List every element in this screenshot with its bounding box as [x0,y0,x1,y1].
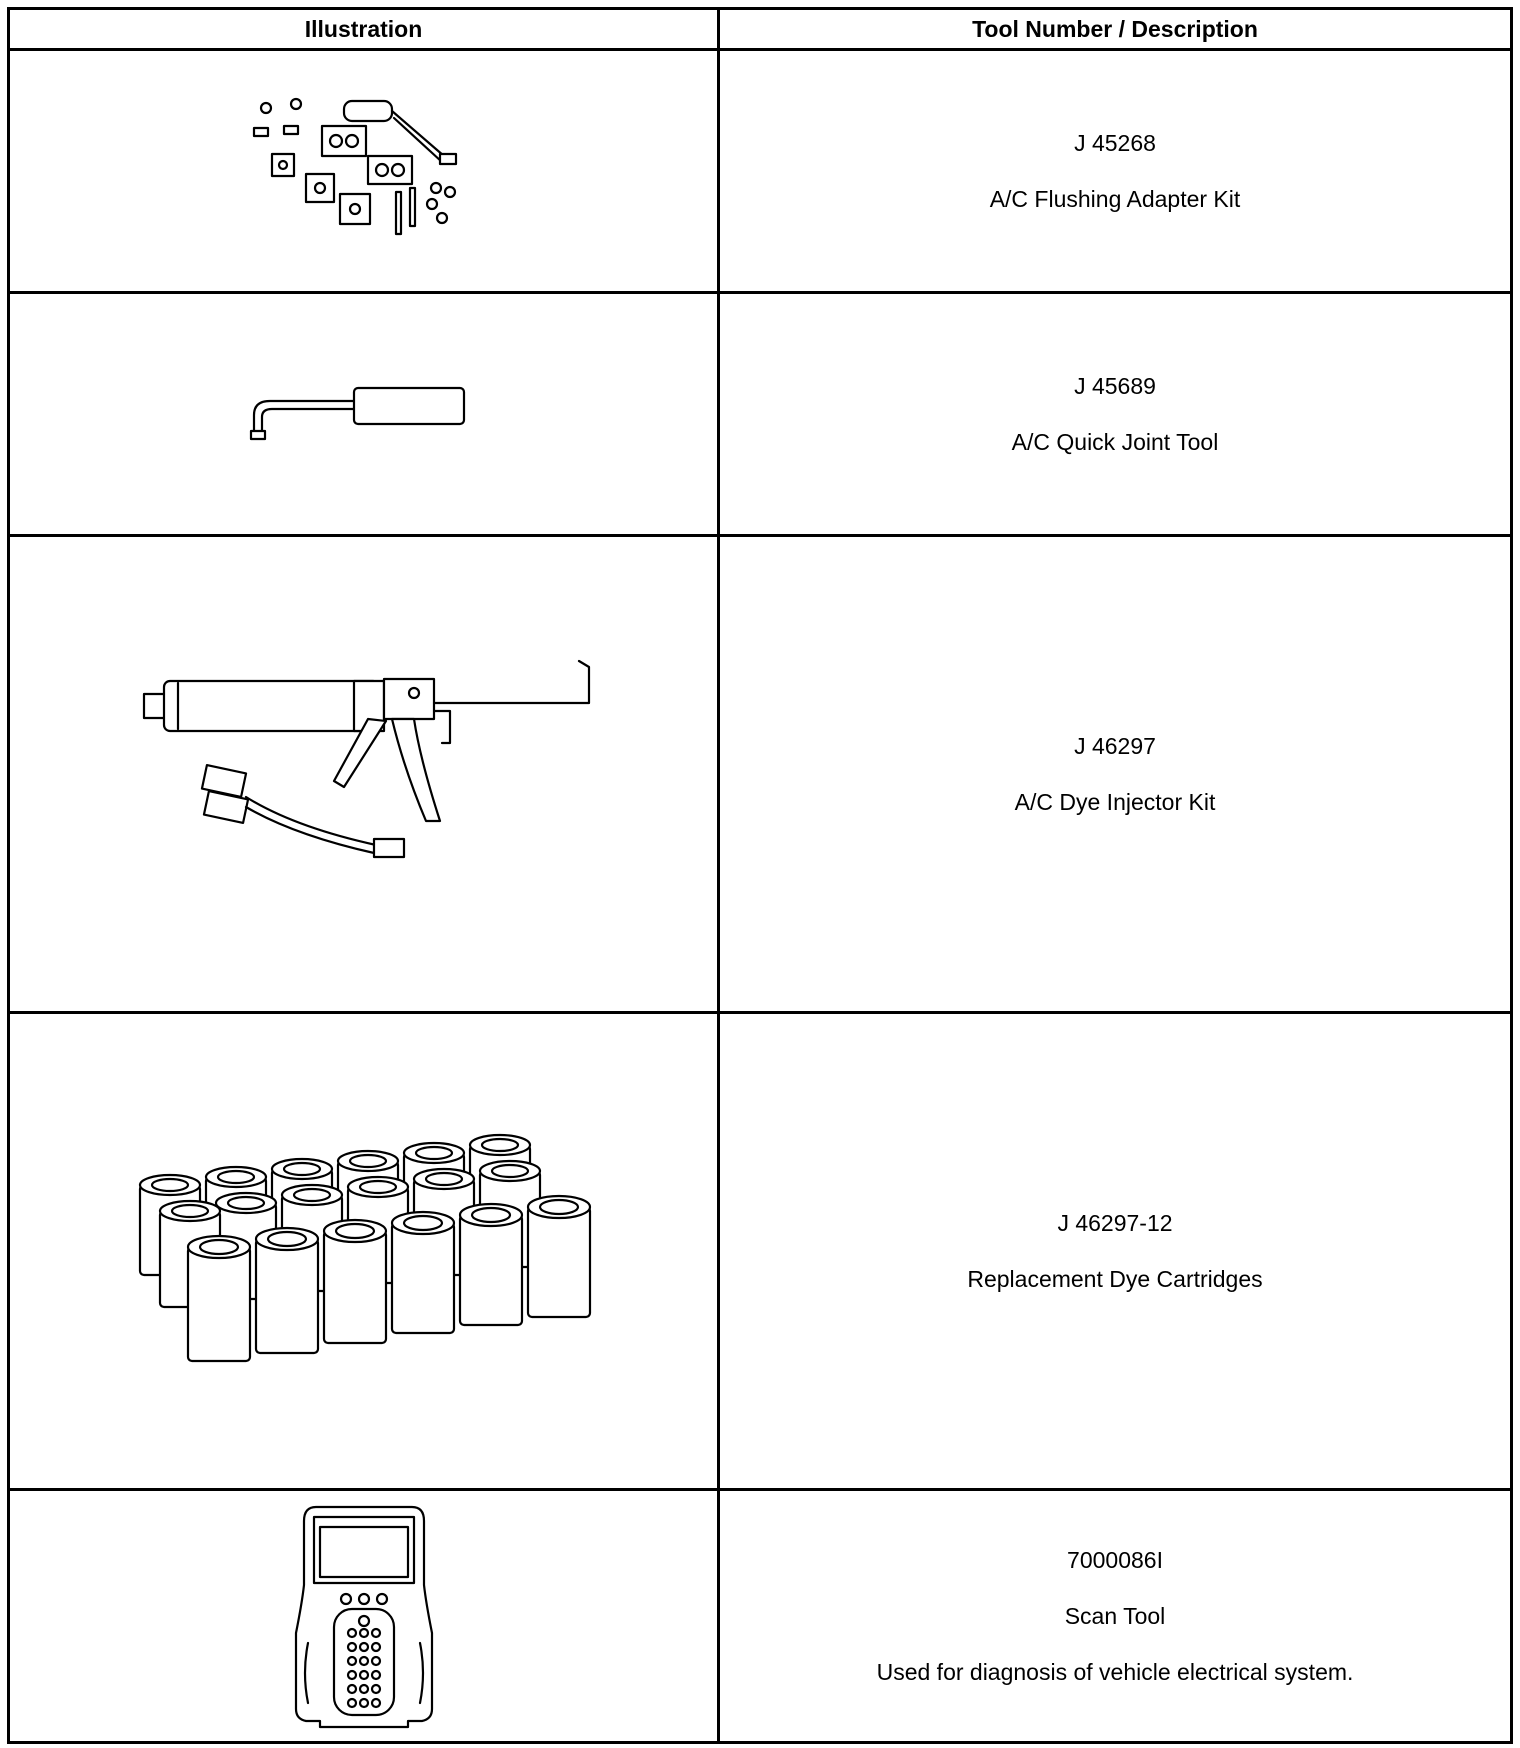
table-row [9,1013,1512,1490]
flushing-adapter-kit-illustration [244,96,484,246]
dye-cartridges-illustration [124,1131,604,1371]
tool-number: 7000086I [1067,1547,1163,1573]
tool-description: A/C Flushing Adapter Kit [989,186,1241,212]
illustration-cell [9,536,719,1013]
tool-number: J 45268 [1074,130,1156,156]
description-cell [719,1490,1512,1743]
illustration-cell [9,50,719,293]
tool-description: Scan Tool [1064,1603,1166,1629]
tool-number: J 46297 [1074,733,1156,759]
illustration-cell [9,293,719,536]
table-header-row [9,9,1512,50]
tool-description: A/C Quick Joint Tool [1011,429,1219,455]
tool-number: J 46297-12 [1057,1210,1173,1236]
special-tools-table [7,7,1513,1744]
tool-description: Replacement Dye Cartridges [967,1266,1263,1292]
table-row [9,536,1512,1013]
header-illustration: Illustration [9,9,719,50]
description-cell [719,293,1512,536]
scan-tool-illustration [294,1503,434,1729]
illustration-cell [9,1490,719,1743]
dye-injector-kit-illustration [134,659,594,889]
header-tool-number-description: Tool Number / Description [719,9,1512,50]
illustration-cell [9,1013,719,1490]
tool-note: Used for diagnosis of vehicle electrical system. [876,1659,1354,1685]
description-cell [719,536,1512,1013]
tool-description: A/C Dye Injector Kit [1014,789,1216,815]
quick-joint-tool-illustration [244,379,484,449]
table-row [9,1490,1512,1743]
table-row [9,50,1512,293]
description-cell [719,50,1512,293]
description-cell [719,1013,1512,1490]
table-row [9,293,1512,536]
tool-number: J 45689 [1074,373,1156,399]
